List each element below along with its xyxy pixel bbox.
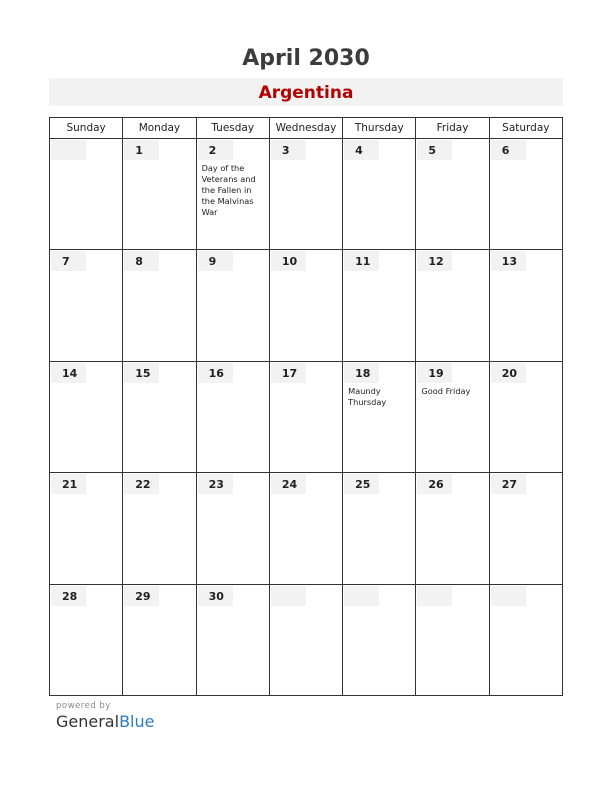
day-cell (123, 250, 196, 361)
holiday-label: Day of the Veterans and the Fallen in the Malvinas War (201, 163, 256, 217)
day-cell (343, 584, 416, 695)
day-cell (343, 361, 416, 472)
brand-general-text: General (56, 712, 120, 731)
day-number: 7 (51, 251, 86, 271)
day-cell (50, 250, 123, 361)
day-number: 28 (51, 586, 86, 606)
day-number: 10 (271, 251, 306, 271)
day-cell (269, 250, 342, 361)
day-cell (416, 584, 489, 695)
country-banner (49, 78, 563, 106)
day-number: 4 (344, 140, 379, 160)
day-number: 1 (124, 140, 159, 160)
day-number: 9 (198, 251, 233, 271)
week-row (50, 584, 563, 695)
footer (56, 701, 154, 731)
weekday-header: Sunday (50, 118, 123, 139)
day-cell (269, 139, 342, 250)
day-cell (50, 139, 123, 250)
day-cell (343, 473, 416, 584)
day-number: 30 (198, 586, 233, 606)
day-number: 25 (344, 474, 379, 494)
day-cell (269, 473, 342, 584)
day-number: 15 (124, 363, 159, 383)
day-number: 23 (198, 474, 233, 494)
day-number (417, 586, 452, 606)
day-cell (196, 584, 269, 695)
day-number: 3 (271, 140, 306, 160)
day-number: 17 (271, 363, 306, 383)
day-cell (489, 473, 562, 584)
calendar-body (50, 139, 563, 696)
day-number (271, 586, 306, 606)
day-cell (343, 250, 416, 361)
country-name: Argentina (258, 83, 354, 103)
day-cell (196, 139, 269, 250)
day-number: 19 (417, 363, 452, 383)
week-row (50, 250, 563, 361)
day-cell (269, 584, 342, 695)
day-cell (196, 361, 269, 472)
day-number: 24 (271, 474, 306, 494)
day-cell (50, 473, 123, 584)
day-number (51, 140, 86, 160)
day-number: 14 (51, 363, 86, 383)
day-number: 16 (198, 363, 233, 383)
day-number (344, 586, 379, 606)
day-number (491, 586, 526, 606)
day-cell (123, 473, 196, 584)
day-cell (416, 473, 489, 584)
day-cell (416, 139, 489, 250)
day-number: 27 (491, 474, 526, 494)
day-cell (50, 361, 123, 472)
day-cell (196, 473, 269, 584)
weekday-header-row (50, 118, 563, 139)
day-cell (269, 361, 342, 472)
holiday-label: Maundy Thursday (348, 385, 387, 407)
day-number: 18 (344, 363, 379, 383)
weekday-header: Friday (416, 118, 489, 139)
day-number: 8 (124, 251, 159, 271)
week-row (50, 473, 563, 584)
weekday-header: Monday (123, 118, 196, 139)
holiday-label: Good Friday (421, 385, 471, 396)
powered-by-text: powered by (56, 701, 111, 711)
weekday-header: Wednesday (269, 118, 342, 139)
brand-blue-text: Blue (119, 712, 155, 731)
day-number: 29 (124, 586, 159, 606)
day-number: 22 (124, 474, 159, 494)
day-cell (489, 139, 562, 250)
day-number: 6 (491, 140, 526, 160)
day-number: 2 (198, 140, 233, 160)
brand-logo[interactable] (56, 712, 154, 731)
weekday-header: Saturday (489, 118, 562, 139)
day-cell (50, 584, 123, 695)
day-cell (196, 250, 269, 361)
day-cell (416, 250, 489, 361)
day-number: 11 (344, 251, 379, 271)
day-cell (416, 361, 489, 472)
day-cell (489, 250, 562, 361)
calendar-title: April 2030 (242, 46, 370, 71)
day-number: 5 (417, 140, 452, 160)
day-number: 21 (51, 474, 86, 494)
day-cell (343, 139, 416, 250)
calendar-grid (49, 117, 563, 696)
day-number: 20 (491, 363, 526, 383)
day-number: 26 (417, 474, 452, 494)
day-cell (489, 584, 562, 695)
day-number: 13 (491, 251, 526, 271)
day-cell (123, 361, 196, 472)
week-row (50, 139, 563, 250)
week-row (50, 361, 563, 472)
weekday-header: Tuesday (196, 118, 269, 139)
weekday-header: Thursday (343, 118, 416, 139)
day-number: 12 (417, 251, 452, 271)
day-cell (489, 361, 562, 472)
day-cell (123, 139, 196, 250)
day-cell (123, 584, 196, 695)
